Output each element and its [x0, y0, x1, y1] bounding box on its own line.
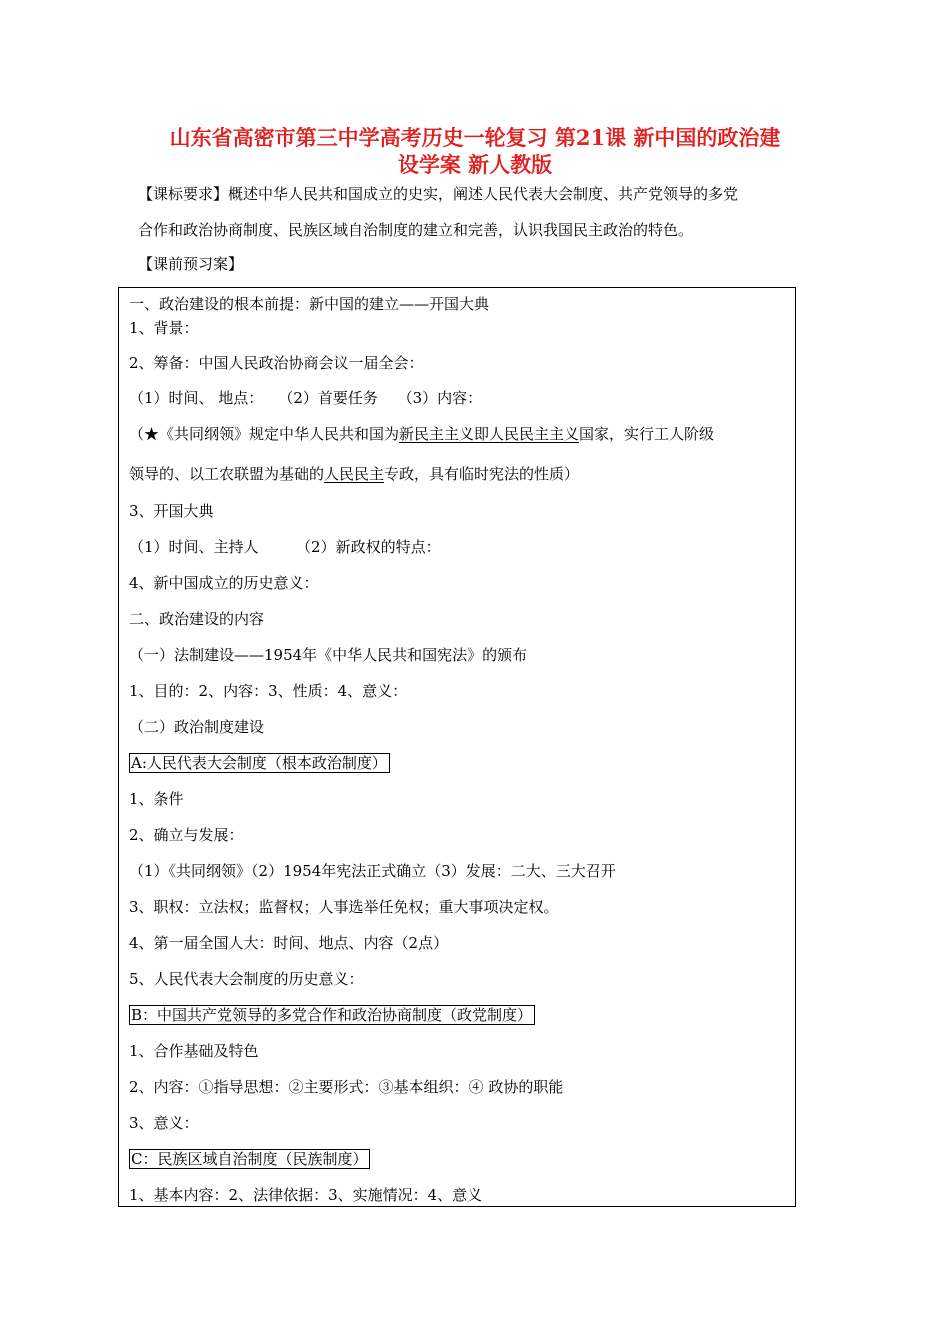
title-line-2: 设学案 新人教版	[397, 152, 553, 177]
note2-text: 领导的、以工农联盟为基础的	[129, 465, 325, 483]
note-text-cont: 国家，实行工人阶级	[579, 425, 715, 443]
b-item-1: 1、合作基础及特色	[129, 1042, 259, 1060]
preview-content-box	[118, 287, 796, 1207]
common-program-note-2	[129, 464, 579, 484]
note-text: （★《共同纲领》规定中华人民共和国为	[129, 425, 400, 443]
a-item-2-details: （1）《共同纲领》（2）1954年宪法正式确立（3）发展：二大、三大召开	[129, 862, 616, 880]
a-item-3: 3、职权：立法权；监督权；人事选举任免权；重大事项决定权。	[129, 898, 559, 916]
s1-preparation-items: （1）时间、 地点： （2）首要任务 （3）内容：	[129, 389, 483, 407]
note2-underlined-term: 人民民主	[324, 465, 385, 483]
system-b-heading	[129, 1005, 535, 1025]
preview-label: 【课前预习案】	[138, 255, 244, 273]
s2-legal-construction: （一）法制建设——1954年《中华人民共和国宪法》的颁布	[129, 646, 528, 664]
system-c-heading	[129, 1149, 370, 1169]
a-item-2: 2、确立与发展：	[129, 826, 244, 844]
note2-text-cont: 专政，具有临时宪法的性质）	[384, 465, 580, 483]
b-item-2: 2、内容：①指导思想：②主要形式：③基本组织：④ 政协的职能	[129, 1078, 564, 1096]
requirements-text-1: 概述中华人民共和国成立的史实，阐述人民代表大会制度、共产党领导的多党	[228, 185, 739, 203]
system-b-title: B：中国共产党领导的多党合作和政治协商制度（政党制度）	[129, 1005, 535, 1025]
requirements-label: 【课标要求】	[138, 185, 229, 203]
s1-founding-ceremony: 3、开国大典	[129, 502, 214, 520]
section-2-title: 二、政治建设的内容	[129, 610, 265, 628]
s2-political-system: （二）政治制度建设	[129, 718, 265, 736]
c-item-1: 1、基本内容：2、法律依据：3、实施情况：4、意义	[129, 1186, 483, 1204]
a-item-4: 4、第一届全国人大：时间、地点、内容（2点）	[129, 934, 449, 952]
s1-background: 1、背景：	[129, 319, 199, 337]
a-item-1: 1、条件	[129, 790, 184, 808]
s1-preparation: 2、筹备：中国人民政治协商会议一届全会：	[129, 354, 424, 372]
common-program-note-1	[129, 424, 714, 444]
note-underlined-term: 新民主主义即人民民主主义	[399, 425, 580, 443]
system-a-heading	[129, 753, 390, 773]
s1-significance: 4、新中国成立的历史意义：	[129, 574, 319, 592]
s1-ceremony-items: （1）时间、主持人 （2）新政权的特点：	[129, 538, 441, 556]
document-title	[100, 124, 850, 178]
b-item-3: 3、意义：	[129, 1114, 199, 1132]
system-a-title: A:人民代表大会制度（根本政治制度）	[129, 753, 390, 773]
system-c-title: C：民族区域自治制度（民族制度）	[129, 1149, 370, 1169]
section-1-title: 一、政治建设的根本前提：新中国的建立——开国大典	[129, 295, 490, 313]
a-item-5: 5、人民代表大会制度的历史意义：	[129, 970, 364, 988]
curriculum-requirements	[138, 176, 818, 248]
requirements-text-2: 合作和政治协商制度、民族区域自治制度的建立和完善，认识我国民主政治的特色。	[138, 221, 694, 239]
s2-law-items: 1、目的：2、内容：3、性质：4、意义：	[129, 682, 408, 700]
title-line-1: 山东省高密市第三中学高考历史一轮复习 第21课 新中国的政治建	[169, 125, 781, 150]
